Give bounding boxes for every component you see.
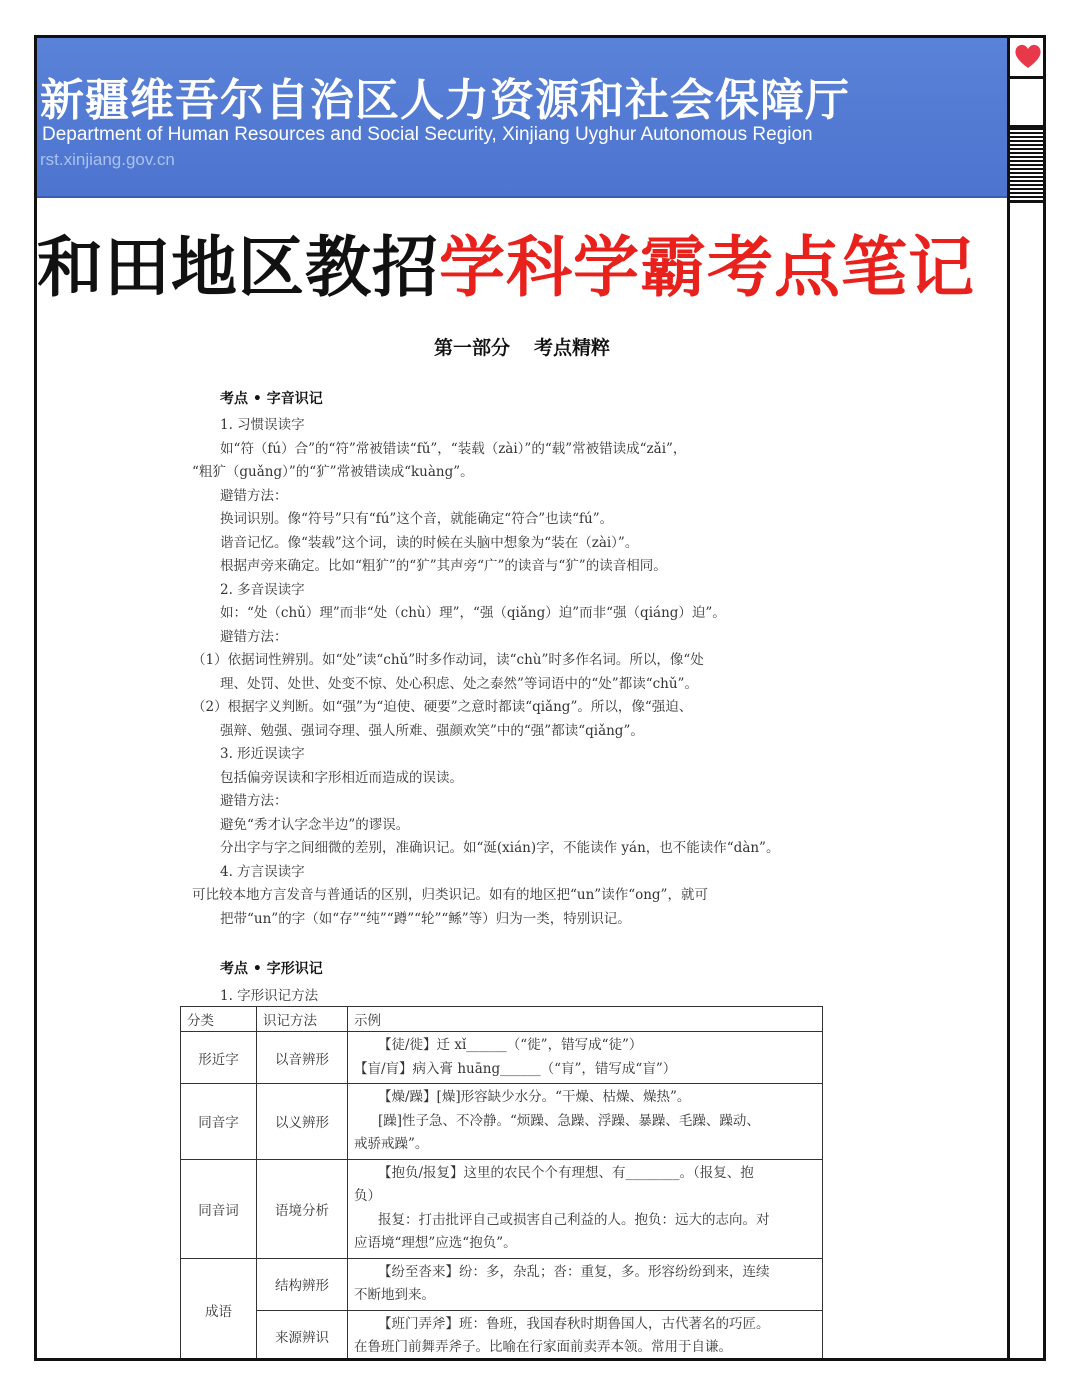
- table-row: [181, 1159, 823, 1258]
- part-number: 第一部分: [433, 337, 510, 359]
- banner-title-en: Department of Human Resources and Social Security, Xinjiang Uyghur Autonomous Region: [42, 124, 813, 145]
- example-cell: [348, 1310, 823, 1361]
- text-line: 理、处罚、处世、处变不惊、处心积虑、处之泰然”等词语中的“处”都读“chǔ”。: [220, 675, 698, 692]
- example-line: 【燥/躁】[燥]形容缺少水分。“干燥、枯燥、燥热”。: [378, 1089, 691, 1105]
- table-row: [181, 1258, 823, 1310]
- example-line: 【抱负/报复】这里的农民个个有理想、有________。（报复、抱: [378, 1164, 754, 1181]
- headline-red: 学科学霸考点笔记: [439, 229, 975, 306]
- text-line: 避错方法：: [220, 793, 288, 809]
- example-line: 【班门弄斧】班：鲁班，我国春秋时期鲁国人，古代著名的巧匠。: [378, 1315, 770, 1332]
- text-line: 根据声旁来确定。比如“粗犷”的“犷”其声旁“广”的读音与“犷”的读音相同。: [220, 558, 667, 574]
- text-line: 强辩、勉强、强词夺理、强人所难、强颜欢笑”中的“强”都读“qiǎng”。: [220, 722, 644, 739]
- text-line: 谐音记忆。像“装载”这个词，读的时候在头脑中想象为“装在（zài）”。: [220, 534, 639, 551]
- example-line: 【盲/肓】病入膏 huāng______（“肓”，错写成“盲”）: [354, 1060, 677, 1077]
- glyph-method-table: [180, 1006, 823, 1361]
- part-name: 考点精粹: [534, 337, 611, 359]
- method-cell: 语境分析: [257, 1159, 348, 1258]
- example-line: 戒骄戒躁”。: [354, 1136, 429, 1152]
- banner-url: rst.xinjiang.gov.cn: [40, 150, 175, 169]
- text-line: （2）根据字义判断。如“强”为“迫使、硬要”之意时都读“qiǎng”。所以，像“强迫、: [192, 699, 693, 715]
- table-row: [181, 1310, 823, 1361]
- table-header-row: [181, 1007, 823, 1032]
- method-cell: 来源辨识: [257, 1310, 348, 1361]
- part-title: [37, 333, 1007, 360]
- example-line: 【纷至沓来】纷：多，杂乱；沓：重复，多。形容纷纷到来，连续: [378, 1263, 770, 1280]
- heart-box[interactable]: [1010, 38, 1046, 79]
- headline-black: 和田地区教招: [37, 229, 439, 306]
- subheading: 1. 字形识记方法: [220, 988, 319, 1004]
- text-line: 分出字与字之间细微的差别，准确识记。如“涎(xián)字，不能读作 yán，也不能读作“dàn”。: [220, 840, 780, 856]
- blank-box: [1010, 79, 1046, 128]
- example-line: 【徒/徙】迁 xǐ______（“徙”，错写成“徒”）: [378, 1037, 643, 1053]
- page-frame: [34, 35, 1046, 1361]
- example-cell: [348, 1258, 823, 1310]
- text-line: 包括偏旁误读和字形相近而造成的误读。: [220, 769, 463, 786]
- table-row: [181, 1032, 823, 1084]
- side-panel: [1007, 38, 1046, 1358]
- department-banner: [37, 38, 1007, 198]
- text-line: 如“符（fú）合”的“符”常被错读“fǔ”，“装载（zài）”的“载”常被错读成“zǎi”，: [220, 440, 687, 457]
- heart-icon: [1013, 42, 1043, 70]
- example-line: 应语境“理想”应选“抱负”。: [354, 1235, 517, 1251]
- example-line: [躁]性子急、不冷静。“烦躁、急躁、浮躁、暴躁、毛躁、躁动、: [378, 1112, 760, 1129]
- category-cell: 同音字: [181, 1084, 257, 1160]
- example-cell: [348, 1084, 823, 1160]
- example-line: 在鲁班门前舞弄斧子。比喻在行家面前卖弄本领。常用于自谦。: [354, 1339, 732, 1355]
- text-line: 1. 习惯误读字: [220, 417, 305, 433]
- text-line: 可比较本地方言发音与普通话的区别，归类识记。如有的地区把“un”读作“ong”，就可: [192, 887, 708, 903]
- table-header: 示例: [348, 1007, 823, 1032]
- headline: [37, 214, 975, 309]
- text-line: （1）依据词性辨别。如“处”读“chǔ”时多作动词，读“chù”时多作名词。所以，像“处: [192, 652, 704, 668]
- example-cell: [348, 1159, 823, 1258]
- table-row: [181, 1084, 823, 1160]
- example-line: 报复：打击批评自己或损害自己利益的人。抱负：远大的志向。对: [378, 1211, 770, 1228]
- example-cell: [348, 1032, 823, 1084]
- text-line: 如：“处（chǔ）理”而非“处（chù）理”，“强（qiǎng）迫”而非“强（qiáng）迫”。: [220, 605, 726, 621]
- text-line: 换词识别。像“符号”只有“fú”这个音，就能确定“符合”也读“fú”。: [220, 511, 614, 527]
- section-heading: 考点 • 字形识记: [220, 961, 323, 977]
- text-line: 3. 形近误读字: [220, 746, 305, 762]
- section-heading: 考点 • 字音识记: [220, 391, 323, 407]
- method-cell: 以音辨形: [257, 1032, 348, 1084]
- table-header: 分类: [181, 1007, 257, 1032]
- text-line: 避免“秀才认字念半边”的谬误。: [220, 816, 410, 833]
- example-line: 负）: [354, 1188, 381, 1204]
- banner-title-cn: 新疆维吾尔自治区人力资源和社会保障厅: [40, 75, 850, 126]
- text-line: 2. 多音误读字: [220, 581, 305, 598]
- method-cell: 结构辨形: [257, 1258, 348, 1310]
- text-line: “粗犷（guǎng）”的“犷”常被错读成“kuàng”。: [192, 464, 474, 480]
- text-line: 把带“un”的字（如“存”“纯”“蹲”“轮”“鲧”等）归为一类，特别识记。: [220, 910, 631, 927]
- category-cell: 成语: [181, 1258, 257, 1361]
- method-cell: 以义辨形: [257, 1084, 348, 1160]
- stripe-decoration: [1010, 128, 1046, 203]
- category-cell: 形近字: [181, 1032, 257, 1084]
- example-line: 不断地到来。: [354, 1287, 435, 1303]
- text-line: 避错方法：: [220, 487, 288, 504]
- text-line: 避错方法：: [220, 628, 288, 645]
- table-header: 识记方法: [257, 1007, 348, 1032]
- text-line: 4. 方言误读字: [220, 863, 305, 880]
- category-cell: 同音词: [181, 1159, 257, 1258]
